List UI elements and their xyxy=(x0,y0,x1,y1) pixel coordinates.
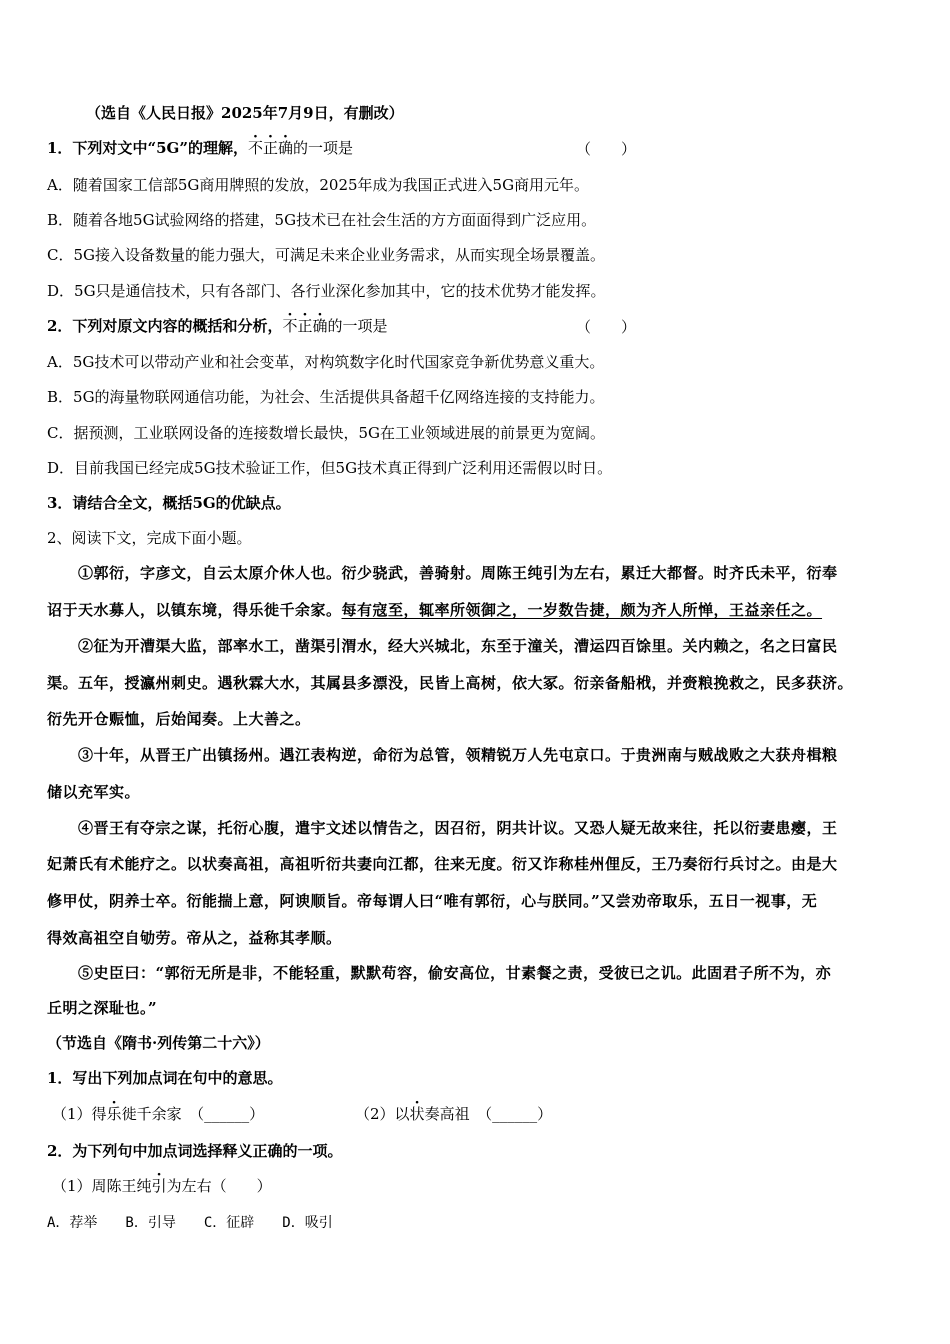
sub2-item-dotted: 引 xyxy=(151,1177,167,1195)
sub-question-2-choices: A．荐举 B．引导 C．征辟 D．吸引 xyxy=(47,1215,333,1231)
q1-option-b: B．随着各地5G试验网络的搭建，5G技术已在社会生活的方方面面得到广泛应用。 xyxy=(47,211,597,229)
q1-answer-paren: （ ） xyxy=(576,140,637,158)
q2-answer-paren: （ ） xyxy=(576,318,637,336)
passage-p2-line3: 衍先开仓赈恤，后始闻奏。上大善之。 xyxy=(47,710,311,728)
passage-p3-line2: 储以充军实。 xyxy=(47,783,141,801)
sub-question-2-title: 2．为下列句中加点词选择释义正确的一项。 xyxy=(47,1142,343,1160)
passage-p4-line1: ④晋王有夺宗之谋，托衍心腹，遣宇文述以情告之，因召衍，阴共计议。又恐人疑无故来往，托以衍妻患瘿，王 xyxy=(78,819,838,837)
source-line: （选自《人民日报》2025年7月9日，有删改） xyxy=(86,104,404,122)
q2-option-c: C．据预测，工业联网设备的连接数增长最快，5G在工业领域进展的前景更为宽阔。 xyxy=(47,424,606,442)
q1-dotted-2: 正 xyxy=(262,139,278,157)
question-2-stem xyxy=(47,316,388,336)
section-2-title: 2、阅读下文，完成下面小题。 xyxy=(47,529,252,547)
q2-prefix: 2．下列对原文内容的概括和分析， xyxy=(47,317,283,335)
q2-suffix: 的一项是 xyxy=(327,317,388,335)
passage-p4-line3: 修甲仗，阴养士卒。衍能揣上意，阿谀顺旨。帝每谓人曰“唯有郭衍，心与朕同。”又尝劝帝取乐，五日一视事，无 xyxy=(47,892,818,910)
q2-dotted-1: 不 xyxy=(282,317,298,335)
passage-p2-line2: 渠。五年，授瀛州刺史。遇秋霖大水，其属县多漂没，民皆上高树，依大冢。衍亲备船栰，并赍粮挽救之，民多获济。 xyxy=(47,674,854,692)
sub-question-1-title: 1．写出下列加点词在句中的意思。 xyxy=(47,1069,283,1087)
sub1-item1-dotted: 乐 xyxy=(106,1105,122,1123)
q1-suffix: 的一项是 xyxy=(293,139,354,157)
passage-p1-line2 xyxy=(47,600,822,620)
q2-option-b: B．5G的海量物联网通信功能，为社会、生活提供具备超千亿网络连接的支持能力。 xyxy=(47,388,605,406)
sub2-item-prefix: （1）周陈王纯 xyxy=(52,1177,152,1195)
question-1-stem xyxy=(47,138,353,158)
q2-option-d: D．目前我国已经完成5G技术验证工作，但5G技术真正得到广泛利用还需假以时日。 xyxy=(47,459,613,477)
passage-p5-line2: 丘明之深耻也。” xyxy=(47,999,158,1017)
sub1-item1-suffix: 徙千余家 （______） xyxy=(121,1105,265,1123)
passage-p2-line1: ②征为开漕渠大监，部率水工，凿渠引渭水，经大兴城北，东至于潼关，漕运四百馀里。关内赖之，名之曰富民 xyxy=(78,637,838,655)
q2-dotted-2: 正 xyxy=(297,317,313,335)
passage-p4-line2: 妃萧氏有术能疗之。以状奏高祖，高祖听衍共妻向江都，往来无度。衍又诈称桂州俚反，王乃奏衍行兵讨之。由是大 xyxy=(47,855,838,873)
passage-p1-plain: 诏于天水募人，以镇东境，得乐徙千余家。 xyxy=(47,601,342,619)
passage-p1-line1: ①郭衍，字彦文，自云太原介休人也。衍少骁武，善骑射。周陈王纯引为左右，累迁大都督。时齐氏未平，衍奉 xyxy=(78,564,838,582)
passage-source: （节选自《隋书·列传第二十六》） xyxy=(47,1034,270,1052)
q2-option-a: A．5G技术可以带动产业和社会变革，对构筑数字化时代国家竞争新优势意义重大。 xyxy=(47,353,605,371)
sub1-item1-prefix: （1）得 xyxy=(52,1105,107,1123)
q2-dotted-3: 确 xyxy=(312,317,328,335)
passage-p4-line4: 得效高祖空自劬劳。帝从之，益称其孝顺。 xyxy=(47,929,342,947)
question-3: 3．请结合全文，概括5G的优缺点。 xyxy=(47,494,291,512)
sub2-item-suffix: 为左右（ ） xyxy=(166,1177,272,1195)
passage-p5-line1: ⑤史臣曰：“郭衍无所是非，不能轻重，默默苟容，偷安高位，甘素餐之责，受彼已之讥。此固君子所不为，亦 xyxy=(78,964,832,982)
q1-dotted-1: 不 xyxy=(247,139,263,157)
sub-question-2-item-1 xyxy=(52,1176,272,1196)
sub1-item2-prefix: （2）以 xyxy=(355,1105,410,1123)
sub-question-1-item-1 xyxy=(52,1104,264,1124)
sub1-item2-dotted: 状 xyxy=(409,1105,425,1123)
q1-prefix: 1．下列对文中“5G”的理解， xyxy=(47,139,248,157)
sub-question-1-item-2 xyxy=(355,1104,552,1124)
passage-p1-underlined: 每有寇至，辄率所领御之，一岁数告捷，颇为齐人所惮，王益亲任之。 xyxy=(341,601,823,619)
q1-option-a: A．随着国家工信部5G商用牌照的发放，2025年成为我国正式进入5G商用元年。 xyxy=(47,176,590,194)
q1-dotted-3: 确 xyxy=(277,139,293,157)
q1-option-d: D．5G只是通信技术，只有各部门、各行业深化参加其中，它的技术优势才能发挥。 xyxy=(47,282,606,300)
passage-p3-line1: ③十年，从晋王广出镇扬州。遇江表构逆，命衍为总管，领精锐万人先屯京口。于贵洲南与贼战败之大获舟楫粮 xyxy=(78,746,838,764)
sub1-item2-suffix: 奏高祖 （______） xyxy=(424,1105,553,1123)
q1-option-c: C．5G接入设备数量的能力强大，可满足未来企业业务需求，从而实现全场景覆盖。 xyxy=(47,246,606,264)
